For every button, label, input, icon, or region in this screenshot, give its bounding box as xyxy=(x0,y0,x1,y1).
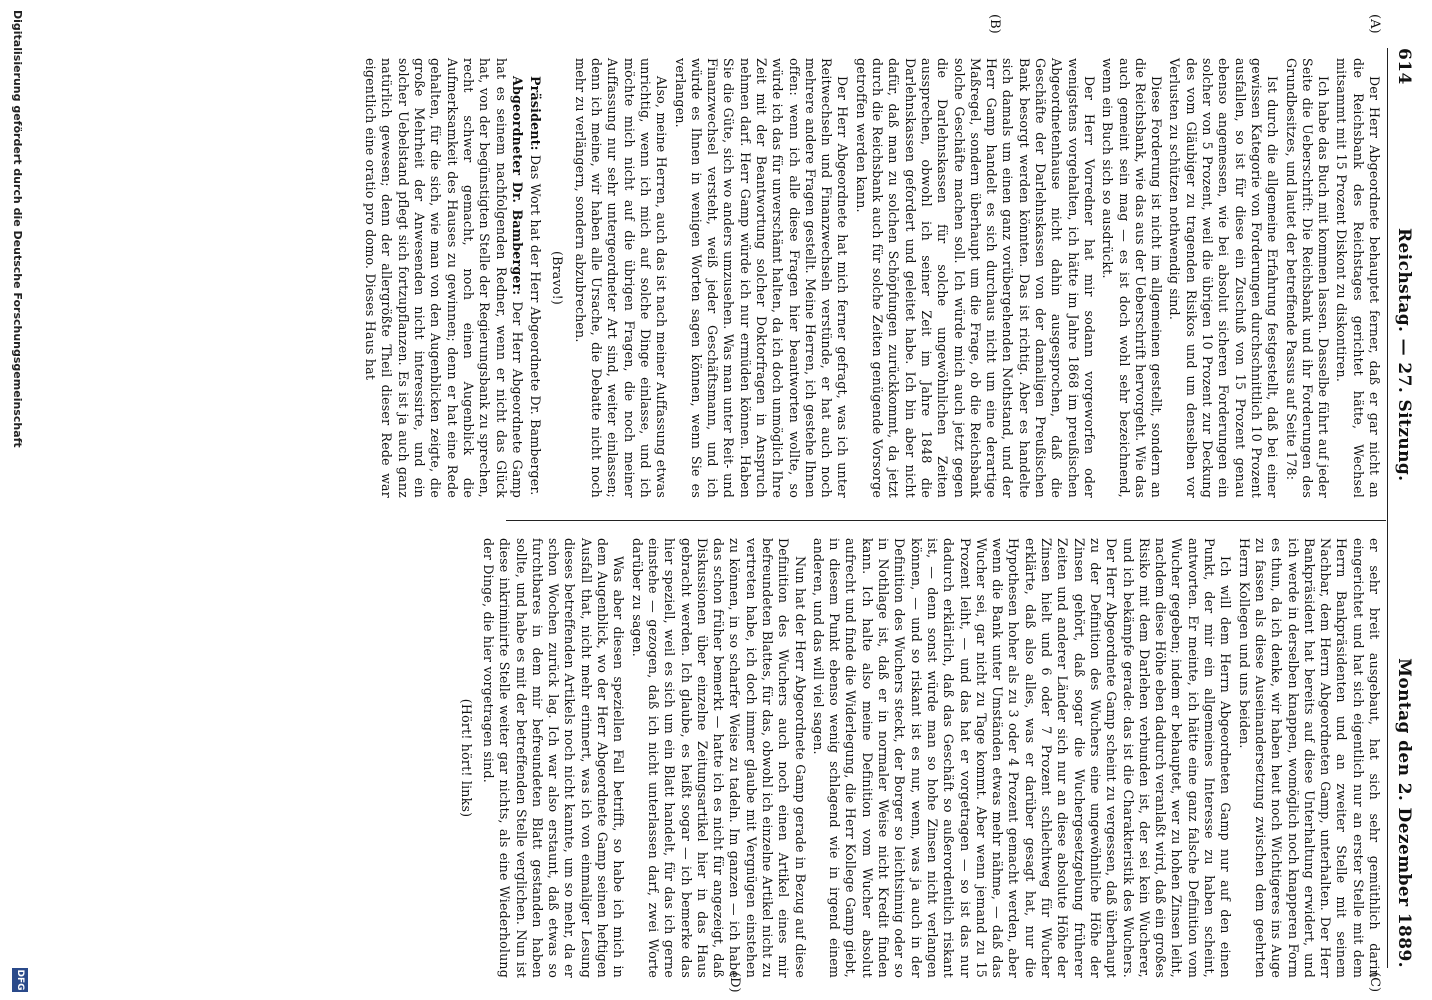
right-column xyxy=(451,538,1382,978)
margin-marker-a: (A) xyxy=(1367,14,1382,34)
paragraph: Was aber diesen speziellen Fall betrifft, so habe ich mich in dem Augenblick, wo der Herr Abgeordnete Gamp seinen heftigen Ausfall that, nicht mehr erinnert, was ich von einmaliger Lesung dieses betreffenden Artikels noch nicht kannte, um so mehr, da er schon Wochen zurück lag. Ich war also erstaunt, daß etwas so furchtbares in dem mir befreundeten Blatt gestanden haben sollte, und habe es mit der betreffenden Stelle verglichen. Nun ist diese inkriminirte Stelle weiter gar nichts, als eine Wiederholung der Dinge, die hier vorgetragen sind. xyxy=(480,538,627,978)
credit-text: Digitalisierung gefördert durch die Deutsche Forschungsgemeinschaft xyxy=(11,10,24,448)
session-date: Montag den 2. Dezember 1889. xyxy=(1394,658,1414,968)
page-number: 614 xyxy=(1394,48,1414,85)
quoted-paragraph: Ist durch die allgemeine Erfahrung festgestellt, daß bei einer gewissen Kategorie von Forderungen durchschnittlich 10 Prozent ausfallen, so ist für diese ein Zuschuß von 15 Prozent genau ebenso angemessen, wie bei absolut sicheren Forderungen ein solcher von 5 Prozent, weil die übrigen 10 Prozent zur Deckung des vom Gläubiger zu tragenden Risikos und um denselben vor Verlusten zu schützen nothwendig sind. xyxy=(1167,58,1281,498)
paragraph: Ich habe das Buch mit kommen lassen. Dasselbe führt auf jeder Seite die Ueberschrift: Die Reichsbank und ihr Forderungen des Grundbesitzes, und lautet der betreffende Passus auf Seite 178: xyxy=(1283,58,1332,498)
margin-marker-d: (D) xyxy=(727,972,742,993)
header-rule xyxy=(1387,48,1388,968)
paragraph: Der Herr Abgeordnete hat mich ferner gefragt, was ich unter Reitwechseln und Finanzwechseln verstünde, er hat auch noch mehrere andere Fragen gestellt. Meine Herren, ich gestehe Ihnen offen: wenn ich alle diese Fragen hier beantworten wollte, so würde ich das für unverschämt halten, da ich doch unmöglich Ihre Zeit mit der Beantwortung solcher Doktorfragen in Anspruch nehmen darf. Herr Gamp würde ich nur ermüden können. Haben Sie die Güte, sich wo anders umzusehen. Was man unter Reit- und Finanzwechsel versteht, weiß jeder Geschäftsmann, und ich würde es Ihnen in wenigen Worten sagen können, wenn Sie es verlangen. xyxy=(672,58,851,498)
president-text: Das Wort hat der Herr Abgeordnete Dr. Bamberger. xyxy=(528,154,544,496)
paragraph: Diese Forderung ist nicht im allgemeinen gestellt, sondern an die Reichsbank, wie das aus der Ueberschrift hervorgeht. Wie das auch gemeint sein mag — es ist doch wohl sehr bezeichnend, wenn ein Buch sich so ausdrückt. xyxy=(1100,58,1165,498)
applause-note: (Bravo!) xyxy=(550,251,566,305)
session-title: Reichstag. — 27. Sitzung. xyxy=(1394,228,1414,482)
president-label: Präsident: xyxy=(528,76,544,151)
president-line xyxy=(527,58,543,498)
paragraph: Nun hat der Herr Abgeordnete Gamp gerade in Bezug auf diese Definition des Wuchers auch noch einen Artikel eines mir befreundeten Blattes, für das, obwohl ich einzelne Artikel nicht zu vertreten habe, ich doch immer glaube mit Vergnügen einstehen zu können, in so scharfer Weise zu tadeln. Im ganzen — ich habe das schon früher bemerkt — hatte ich es nicht für angezeigt, daß Diskussionen über einzelne Zeitungsartikel hier in das Haus gebracht werden. Ich glaube, es heißt sogar — ich bemerke das hier speziell, weil es sich um ein Blatt handelt, für das ich gerne einstehe — gezogen, daß ich nicht unterlassen darf, zwei Worte darüber zu sagen. xyxy=(629,538,808,978)
speaker-text: Der Herr Abgeordnete Gamp hat es seinem nachfolgenden Redner, wenn er nicht das Glück hat, von der begünstigten Stelle der Regierungsbank zu sprechen, recht schwer gemacht, noch einen Augenblick die Aufmerksamkeit des Hauses zu gewinnen; denn er hat eine Rede gehalten, für die sich, wie man von den Augenblicken zeigte, die große Mehrheit der Anwesenden nicht interessirte, und ein solcher Uebelstand pflegt sich fortzupflanzen. Es ist ja auch ganz natürlich gewesen; denn der allergrößte Theil dieser Rede war eigentlich eine oratio pro domo. Dieses Haus hat xyxy=(363,58,525,498)
paragraph: Also, meine Herren, auch das ist nach meiner Auffassung etwas unrichtig, wenn ich mich auf solche Dinge einlasse, und ich möchte mich nicht auf die übrigen Fragen, die noch meiner Auffassung nur sehr untergeordneter Art sind, weiter einlassen; denn ich meine, wir haben alle Ursache, die Debatte nicht noch mehr zu verlängern, sondern abzubrechen. xyxy=(572,58,670,498)
column-divider xyxy=(506,520,1386,521)
digitization-credit xyxy=(4,0,34,1000)
dfg-logo-icon: DFG xyxy=(12,968,28,992)
speaker-label: Abgeordneter Dr. Bamberger: xyxy=(509,76,525,296)
speaker-paragraph xyxy=(362,58,525,498)
margin-marker-c: (C) xyxy=(1367,972,1382,993)
paragraph: Ich will dem Herrn Abgeordneten Gamp nur auf den einen Punkt, der mir ein allgemeines Interesse zu haben scheint, antworten. Er meinte, ich hätte eine ganz falsche Definition vom Wucher gegeben; indem er behauptet, wer zu hohen Zinsen leiht, nachdem diese Höhe eben dadurch veranlaßt wird, daß ein großes Risiko mit dem Darlehen verbunden ist, der sei kein Wucherer, und ich bekämpfe gerade: das ist die Charakteristik des Wuchers. Der Herr Abgeordnete Gamp scheint zu vergessen, daß überhaupt zu der Definition des Wuchers eine ungewöhnliche Höhe der Zinsen gehört, daß sogar die Wuchergesetzgebung früherer Zeiten und anderer Länder sich nur an diese absolute Höhe der Zinsen hielt und 6 oder 7 Prozent schlechtweg für Wucher erklärte, daß also alles, was er darüber gesagt hat, nur die Hypothesen hoher als zu 3 oder 4 Prozent gemacht werden, aber wenn die Bank unter Umständen etwas mehr nähme, — daß das Wucher sei, gar nicht zu Tage kommt. Aber wenn jemand zu 15 Prozent leiht, — und das hat er vorgetragen — so ist das nur dadurch erklärlich, daß das Geschäft so außerordentlich riskant ist, — denn sonst würde man so hohe Zinsen nicht verlangen können, — und so riskant ist es nur, wenn, was ja auch in der Definition des Wuchers steckt, der Borger so leichtsinnig oder so in Nothlage ist, daß er in normaler Weise nicht Kredit finden kann. Ich halte also meine Definition vom Wucher absolut aufrecht und finde die Widerlegung, die Herr Kollege Gamp giebt, in diesem Punkt ebenso wenig schlagend wie in irgend einem anderen, und das will viel sagen. xyxy=(810,538,1234,978)
applause-note: (Hört! hört! links) xyxy=(458,698,474,818)
left-column xyxy=(360,58,1382,498)
margin-marker-b: (B) xyxy=(987,14,1002,34)
paragraph: er sehr breit ausgebaut, hat sich sehr gemüthlich darin eingerichtet und hat sich eigentlich nur an erster Stelle mit dem Herrn Bankpräsidenten und an zweiter Stelle mit seinem Nachbar, dem Herrn Abgeordneten Gamp, unterhalten. Der Herr Bankpräsident hat bereits auf diese Unterhaltung erwidert, und ich werde in derselben knappen, womöglich noch knapperen Form es thun, da ich denke, wir haben heut noch Wichtigeres ins Auge zu fassen als diese Auseinandersetzung zwischen dem geehrten Herrn Kollegen und uns beiden. xyxy=(1236,538,1382,978)
page-header xyxy=(1388,48,1414,968)
paragraph: Der Herr Vorredner hat mir sodann vorgeworfen oder wenigstens vorgehalten, ich hätte im Jahre 1868 im preußischen Abgeordnetenhause nicht dahin ausgesprochen, daß die Geschäfte der Darlehnskassen von der damaligen Preußischen Bank besorgt werden könnten. Das ist richtig. Aber es handelte sich damals um einen ganz vorübergehenden Nothstand, und der Herr Gamp handelt es sich durchaus nicht um eine derartige Maßregel, sondern überhaupt um die Frage, ob die Reichsbank solche Geschäfte machen soll. Ich würde mich auch jetzt gegen die Darlehnskassen für solche ungewöhnlichen Zeiten aussprechen, obwohl ich seiner Zeit im Jahre 1848 die Darlehnskassen gefordert und geleitet habe. Ich bin aber nicht dafür, daß man zu solchen Schöpfungen zurückkommt, da jetzt durch die Reichsbank auch für solche Zeiten genügende Vorsorge getroffen werden kann. xyxy=(853,58,1097,498)
paragraph: Der Herr Abgeordnete behauptet ferner, daß er gar nicht an die Reichsbank des Reichstages gerichtet hätte, Wechsel mitsammt mit 15 Prozent Diskont zu diskontiren. xyxy=(1334,58,1382,498)
